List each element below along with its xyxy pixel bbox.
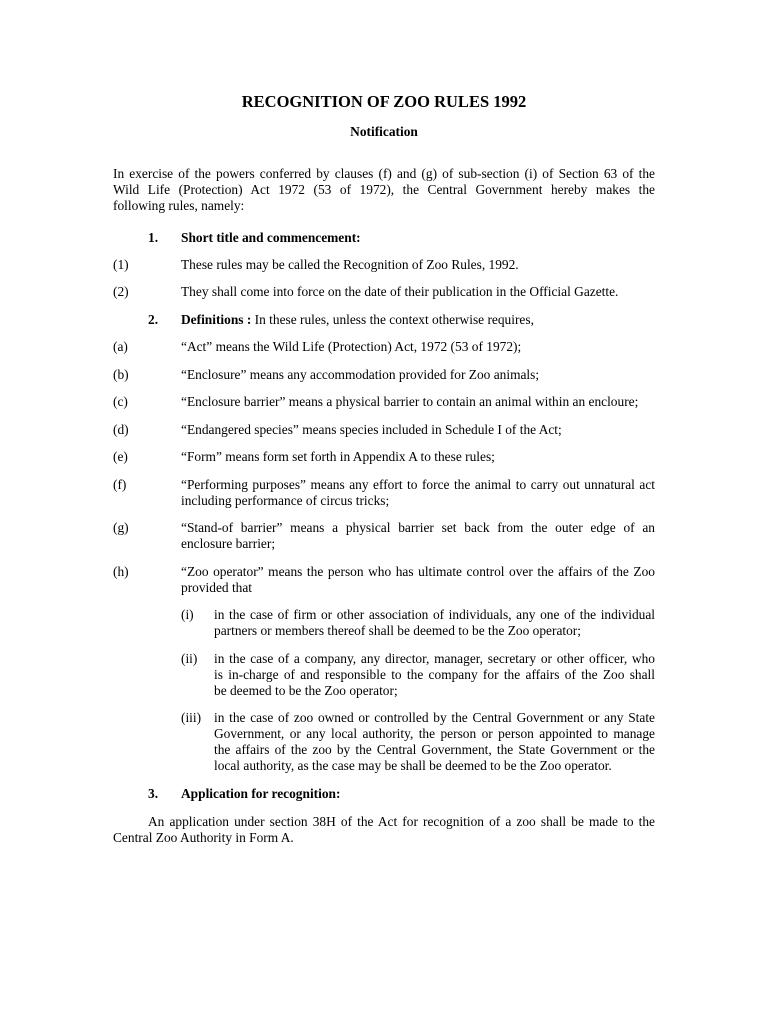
rule-text: They shall come into force on the date of their publication in the Official Gazette.: [181, 284, 619, 299]
definition-text: “Act” means the Wild Life (Protection) Act, 1972 (53 of 1972);: [181, 339, 522, 354]
sub-clause-text: be deemed to be the Zoo operator;: [214, 683, 398, 698]
rule-number: (2): [113, 284, 129, 299]
sub-clause-text: local authority, as the case may be shall be deemed to be the Zoo operator.: [214, 758, 612, 773]
section-number: 3.: [148, 786, 159, 801]
closing-line: Central Zoo Authority in Form A.: [113, 830, 294, 845]
sub-clause-text: Government, or any local authority, the person or person appointed to manage: [214, 726, 655, 741]
definition-text: “Zoo operator” means the person who has ultimate control over the affairs of the Zoo: [181, 564, 655, 579]
sub-clause-text: partners or members thereof shall be deemed to be the Zoo operator;: [214, 623, 581, 638]
definition-text: “Performing purposes” means any effort to force the animal to carry out unnatural act: [181, 477, 655, 492]
sub-clause-text: the affairs of the zoo by the Central Government, the State Government or the: [214, 742, 655, 757]
section-title: [181, 312, 534, 328]
definition-number: (c): [113, 394, 128, 409]
section-title: Application for recognition:: [181, 786, 341, 801]
definition-text: “Form” means form set forth in Appendix A to these rules;: [181, 449, 495, 464]
section-number: 1.: [148, 230, 159, 245]
sub-clause-text: in the case of zoo owned or controlled by the Central Government or any State: [214, 710, 655, 725]
definition-text: including performance of circus tricks;: [181, 493, 390, 508]
document-subtitle: Notification: [350, 124, 418, 139]
section-number: 2.: [148, 312, 159, 327]
sub-clause-number: (i): [181, 607, 194, 622]
definition-text: “Enclosure” means any accommodation provided for Zoo animals;: [181, 367, 540, 382]
sub-clause-number: (ii): [181, 651, 198, 666]
sub-clause-text: in the case of firm or other association of individuals, any one of the individual: [214, 607, 655, 622]
section-title-bold: Definitions :: [181, 312, 252, 327]
intro-line: following rules, namely:: [113, 198, 245, 213]
definition-number: (h): [113, 564, 129, 579]
definition-number: (e): [113, 449, 128, 464]
intro-paragraph: [113, 166, 655, 214]
rule-text: These rules may be called the Recognition of Zoo Rules, 1992.: [181, 257, 519, 272]
definition-text: “Endangered species” means species included in Schedule I of the Act;: [181, 422, 562, 437]
definition-text: “Stand-of barrier” means a physical barrier set back from the outer edge of an: [181, 520, 655, 535]
definition-number: (b): [113, 367, 129, 382]
sub-clause-number: (iii): [181, 710, 202, 725]
document-title: RECOGNITION OF ZOO RULES 1992: [241, 92, 527, 111]
definition-number: (d): [113, 422, 129, 437]
definition-number: (g): [113, 520, 129, 535]
closing-paragraph: [113, 814, 655, 846]
sub-clause-text: is in-charge of and responsible to the company for the affairs of the Zoo shall: [214, 667, 655, 682]
definition-number: (a): [113, 339, 128, 354]
intro-line: Wild Life (Protection) Act 1972 (53 of 1972), the Central Government hereby makes the: [113, 182, 655, 197]
intro-line: In exercise of the powers conferred by clauses (f) and (g) of sub-section (i) of Section 63 of the: [113, 166, 655, 181]
definition-text: provided that: [181, 580, 253, 595]
sub-clause-text: in the case of a company, any director, manager, secretary or other officer, who: [214, 651, 655, 666]
closing-line: An application under section 38H of the Act for recognition of a zoo shall be made to the: [148, 814, 655, 829]
definition-text: “Enclosure barrier” means a physical barrier to contain an animal within an encloure;: [181, 394, 639, 409]
section-title-rest: In these rules, unless the context otherwise requires,: [251, 312, 534, 327]
rule-number: (1): [113, 257, 129, 272]
section-title: Short title and commencement:: [181, 230, 361, 245]
definition-number: (f): [113, 477, 127, 492]
definition-text: enclosure barrier;: [181, 536, 276, 551]
